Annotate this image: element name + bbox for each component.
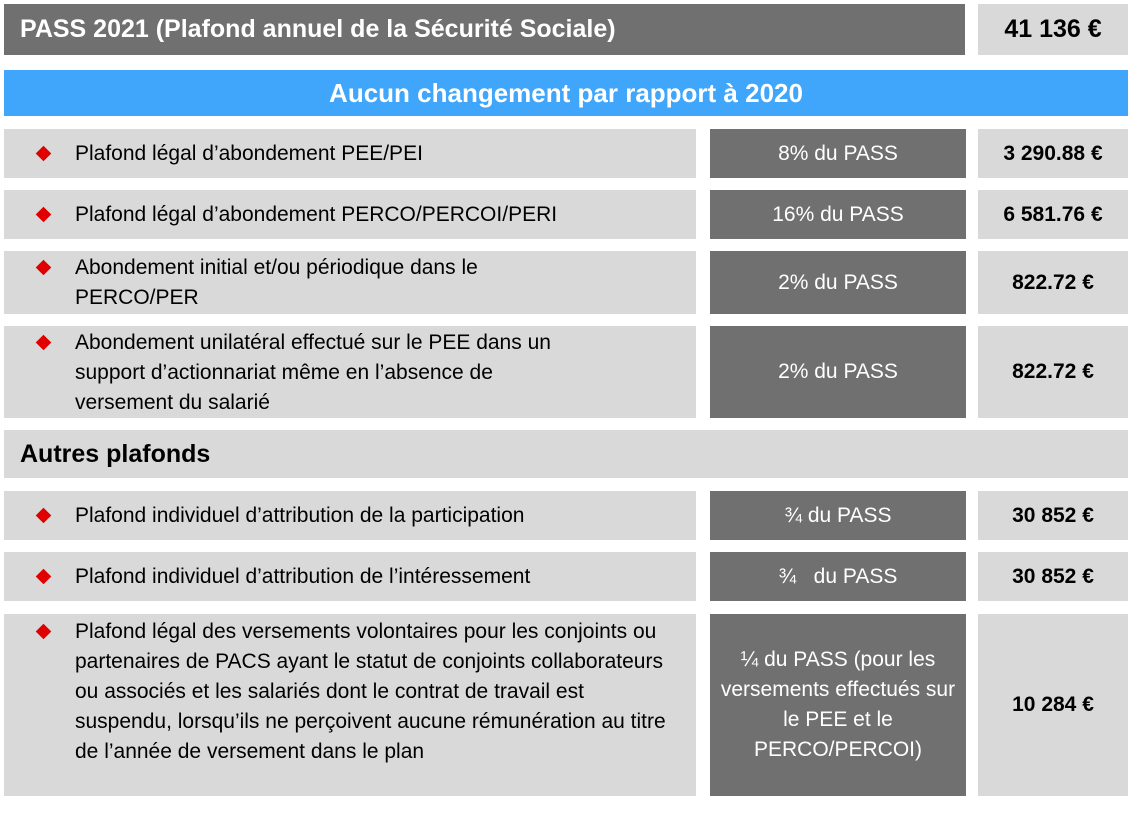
row-ratio: ¾ du PASS	[710, 552, 966, 601]
row-label	[4, 251, 696, 314]
row-ratio: 16% du PASS	[710, 190, 966, 239]
red-diamond-bullet-icon	[36, 207, 52, 223]
red-diamond-bullet-icon	[36, 146, 52, 162]
pass-title: PASS 2021 (Plafond annuel de la Sécurité Sociale)	[4, 4, 965, 55]
section-title-autres-plafonds: Autres plafonds	[4, 430, 1128, 478]
red-diamond-bullet-icon	[36, 624, 52, 640]
row-label	[4, 129, 696, 178]
row-ratio: 2% du PASS	[710, 326, 966, 418]
row-label	[4, 552, 696, 601]
row-ratio: 8% du PASS	[710, 129, 966, 178]
row-amount: 822.72 €	[978, 326, 1128, 418]
red-diamond-bullet-icon	[36, 508, 52, 524]
row-amount: 30 852 €	[978, 552, 1128, 601]
row-ratio: ¼ du PASS (pour les versements effectués sur le PEE et le PERCO/PERCOI)	[710, 614, 966, 796]
no-change-banner: Aucun changement par rapport à 2020	[4, 70, 1128, 116]
red-diamond-bullet-icon	[36, 335, 52, 351]
row-label-text: Plafond individuel d’attribution de l’intéressement	[75, 565, 531, 588]
red-diamond-bullet-icon	[36, 569, 52, 585]
row-label-text: Plafond légal d’abondement PEE/PEI	[75, 142, 423, 165]
row-ratio: 2% du PASS	[710, 251, 966, 314]
pass-value: 41 136 €	[978, 4, 1128, 55]
row-amount: 822.72 €	[978, 251, 1128, 314]
row-label	[4, 190, 696, 239]
row-label	[4, 491, 696, 540]
row-label-text: Abondement unilatéral effectué sur le PEE dans un support d’actionnariat même en l’absence de versement du salarié	[75, 331, 551, 414]
row-ratio: ¾ du PASS	[710, 491, 966, 540]
row-label-text: Plafond légal d’abondement PERCO/PERCOI/PERI	[75, 203, 558, 226]
red-diamond-bullet-icon	[36, 260, 52, 276]
row-label-text: Plafond individuel d’attribution de la participation	[75, 504, 525, 527]
row-label-text: Abondement initial et/ou périodique dans le PERCO/PER	[75, 256, 478, 309]
row-amount: 10 284 €	[978, 614, 1128, 796]
row-amount: 6 581.76 €	[978, 190, 1128, 239]
row-label-text: Plafond légal des versements volontaires pour les conjoints ou partenaires de PACS ayant le statut de conjoints collaborateurs ou associés et les salariés dont le contrat de travail est suspendu, lorsqu’ils ne perçoivent aucune rémunération au titre de l’année de versement dans le plan	[75, 620, 666, 763]
row-label	[4, 614, 696, 796]
row-label	[4, 326, 696, 418]
row-amount: 3 290.88 €	[978, 129, 1128, 178]
row-amount: 30 852 €	[978, 491, 1128, 540]
